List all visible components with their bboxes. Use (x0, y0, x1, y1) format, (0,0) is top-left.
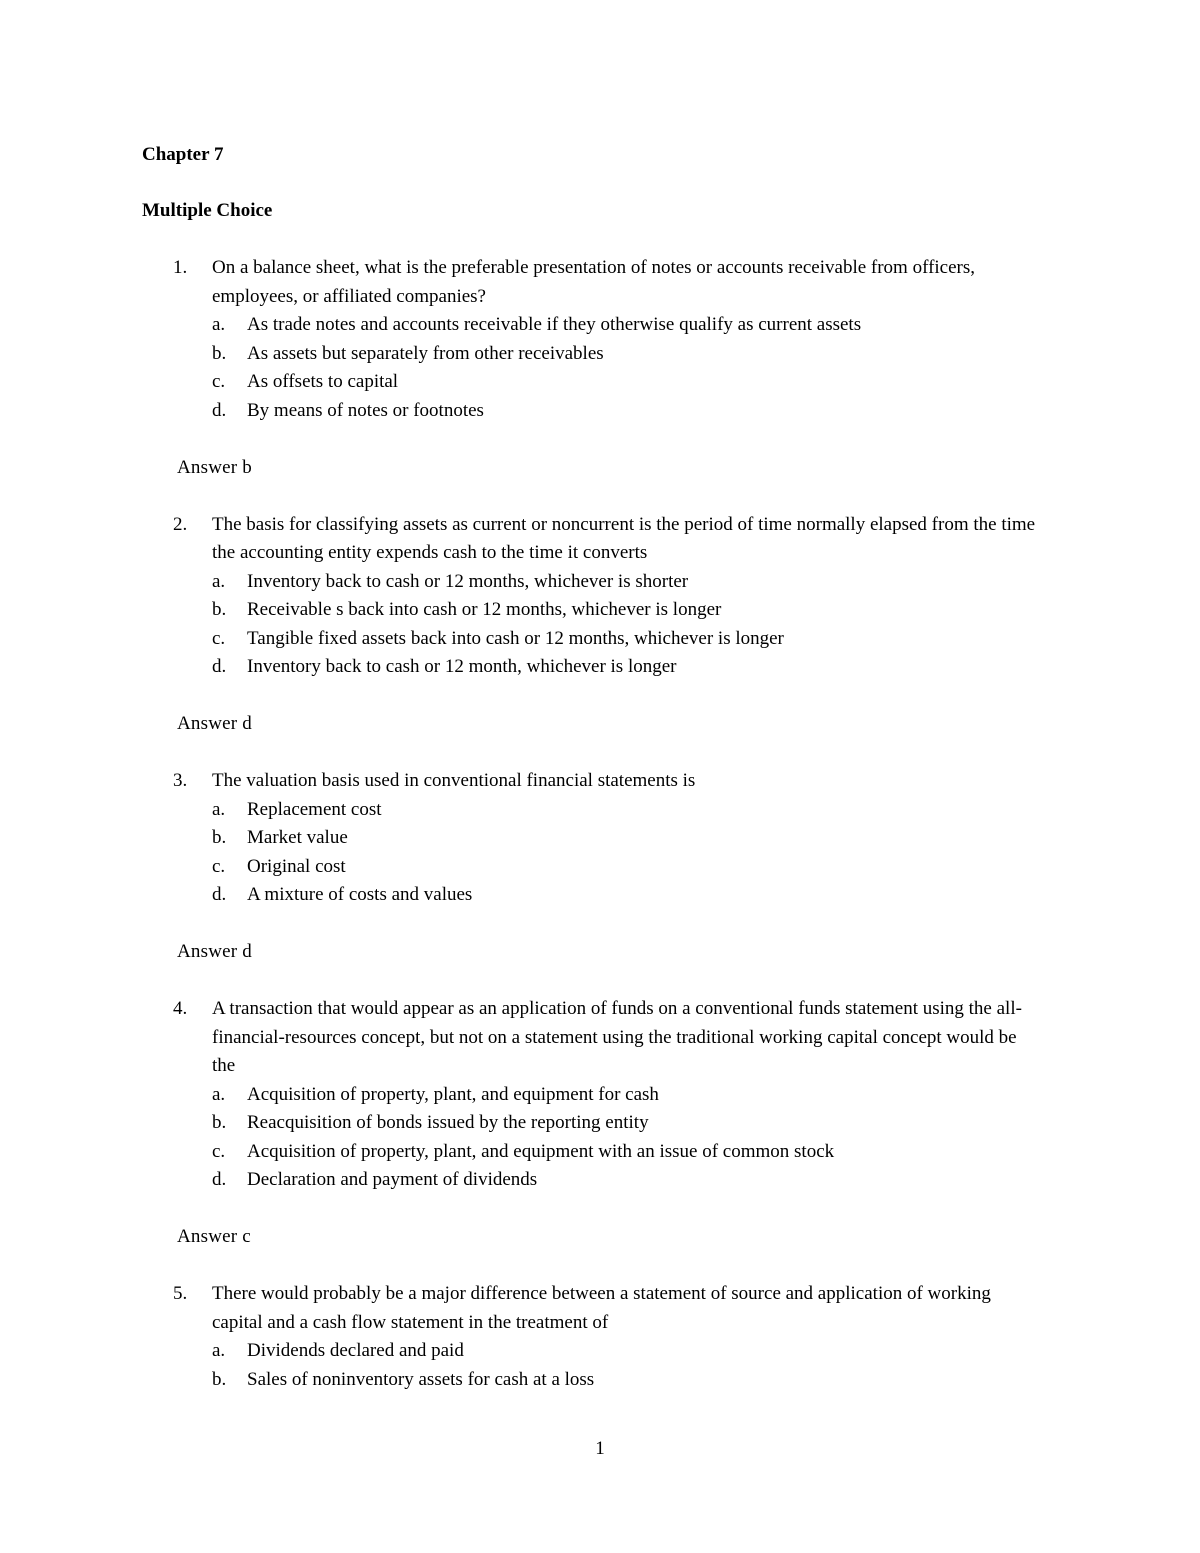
question-number: 1. (173, 257, 188, 278)
question-text: A transaction that would appear as an application of funds on a conventional funds statement using the all-financial-resources concept, but not on a statement using the traditional working capital concept would be the (212, 998, 1022, 1076)
option-text: Sales of noninventory assets for cash at a loss (247, 1368, 595, 1390)
option-text: Inventory back to cash or 12 months, whichever is shorter (247, 570, 689, 592)
option-item (0, 568, 1200, 597)
option-letter: a. (212, 1083, 226, 1105)
question-text: The valuation basis used in conventional financial statements is (212, 770, 696, 791)
option-item (0, 796, 1200, 825)
option-item (0, 311, 1200, 340)
option-text: Original cost (247, 855, 346, 877)
option-text: Dividends declared and paid (247, 1340, 464, 1361)
option-list (0, 568, 1200, 682)
option-item (0, 653, 1200, 682)
question-number: 3. (173, 770, 188, 791)
option-letter: a. (212, 570, 226, 592)
question-number: 2. (173, 513, 188, 535)
question-list (0, 254, 1200, 1423)
option-letter: b. (212, 599, 227, 620)
option-list (0, 796, 1200, 910)
question-item (0, 995, 1200, 1252)
option-letter: d. (212, 656, 227, 677)
answer-text: Answer d (177, 713, 252, 734)
answer-text: Answer d (177, 941, 252, 962)
answer-text: Answer c (177, 1226, 251, 1247)
option-text: As offsets to capital (247, 371, 399, 392)
option-text: Acquisition of property, plant, and equipment with an issue of common stock (247, 1140, 835, 1162)
option-text: A mixture of costs and values (247, 884, 473, 905)
option-text: As trade notes and accounts receivable if they otherwise qualify as current assets (247, 314, 862, 335)
option-item (0, 368, 1200, 397)
option-text: Inventory back to cash or 12 month, whichever is longer (247, 656, 677, 677)
question-number: 5. (173, 1283, 188, 1304)
question-item (0, 1280, 1200, 1394)
option-letter: c. (212, 371, 226, 392)
option-item (0, 1166, 1200, 1195)
option-item (0, 824, 1200, 853)
option-text: Receivable s back into cash or 12 months, whichever is longer (247, 599, 722, 620)
option-text: As assets but separately from other receivables (247, 342, 604, 364)
question-item (0, 511, 1200, 739)
option-letter: b. (212, 1112, 227, 1133)
option-text: Market value (247, 827, 348, 848)
option-letter: d. (212, 399, 227, 421)
option-text: Tangible fixed assets back into cash or 12 months, whichever is longer (247, 627, 784, 649)
option-letter: b. (212, 1368, 227, 1390)
option-item (0, 397, 1200, 426)
page-number: 1 (595, 1438, 605, 1459)
option-text: By means of notes or footnotes (247, 399, 484, 421)
option-item (0, 881, 1200, 910)
option-item (0, 625, 1200, 654)
option-text: Reacquisition of bonds issued by the reporting entity (247, 1112, 649, 1133)
option-list (0, 1337, 1200, 1394)
option-letter: d. (212, 1169, 227, 1190)
option-letter: a. (212, 314, 226, 335)
option-item (0, 853, 1200, 882)
option-text: Acquisition of property, plant, and equipment for cash (247, 1083, 659, 1105)
question-text: There would probably be a major difference between a statement of source and application of working capital and a cash flow statement in the treatment of (212, 1283, 991, 1333)
section-title: Multiple Choice (142, 200, 273, 221)
question-text: The basis for classifying assets as current or noncurrent is the period of time normally elapsed from the time the accounting entity expends cash to the time it converts (212, 513, 1036, 563)
option-letter: a. (212, 1340, 226, 1361)
option-letter: c. (212, 855, 226, 877)
question-number: 4. (173, 998, 188, 1019)
chapter-title: Chapter 7 (142, 144, 224, 165)
option-item (0, 1138, 1200, 1167)
question-text: On a balance sheet, what is the preferable presentation of notes or accounts receivable from officers, employees, or affiliated companies? (212, 257, 976, 307)
answer-text: Answer b (177, 456, 252, 478)
option-letter: c. (212, 627, 226, 649)
option-item (0, 1337, 1200, 1366)
option-letter: a. (212, 798, 226, 820)
option-text: Declaration and payment of dividends (247, 1169, 538, 1190)
option-list (0, 311, 1200, 425)
option-letter: b. (212, 827, 227, 848)
option-text: Replacement cost (247, 798, 382, 820)
question-item (0, 254, 1200, 482)
option-item (0, 1109, 1200, 1138)
option-item (0, 340, 1200, 369)
option-list (0, 1081, 1200, 1195)
option-item (0, 1366, 1200, 1395)
question-item (0, 767, 1200, 967)
option-letter: d. (212, 884, 227, 905)
option-item (0, 596, 1200, 625)
option-letter: c. (212, 1140, 226, 1162)
option-letter: b. (212, 342, 227, 364)
option-item (0, 1081, 1200, 1110)
